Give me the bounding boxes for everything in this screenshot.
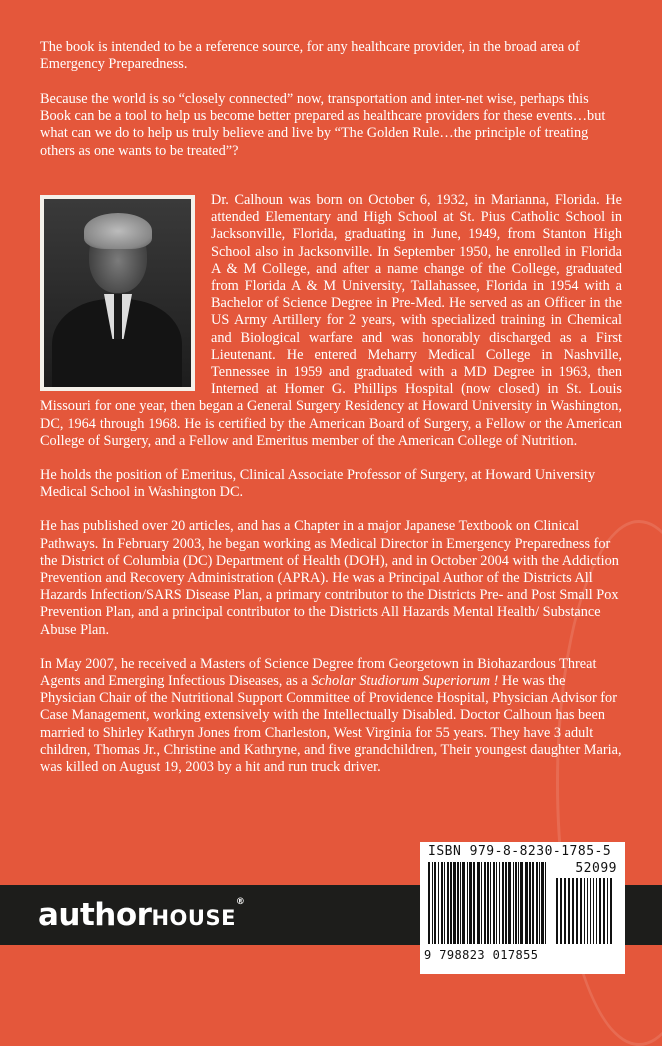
author-bio	[40, 192, 622, 776]
barcode-number: 9 798823 017855	[424, 948, 539, 962]
author-portrait	[44, 199, 191, 387]
latin-honor: Scholar Studiorum Superiorum !	[311, 673, 499, 690]
publisher-logo: authorHOUSE®	[38, 897, 245, 933]
bio-paragraph-1: Dr. Calhoun was born on October 6, 1932, in Marianna, Florida. He attended Elementary and High School at St. Pius Catholic School in Jacksonville, Florida, graduating in June, 1949, from Stanton High School also in Jacksonville. In September 1950, he enrolled in Florida A & M College, and after a name change of the College, graduated from Florida A & M University, Tallahassee, Florida in 1954 with a Bachelor of Science Degree in Pre-Med. He served as an Officer in the US Army Artillery for 2 years, with specialized training in Chemical and Biological warfare and was honorably discharged as a First Lieutenant. He entered Meharry Medical College in Nashville, Tennessee in 1959 and graduated with a MD Degree in 1963, then Interned at Homer G. Phillips Hospital (now closed) in St. Louis Missouri for one year, then began a General Surgery Residency at Howard University in Washington, DC, 1964 through 1968. He is certified by the American Board of Surgery, a Fellow or the American College of Surgery, and a Fellow and Emeritus member of the American College of Nutrition.	[40, 192, 622, 449]
intro-paragraph-1	[40, 39, 622, 73]
bio-paragraph-2: He holds the position of Emeritus, Clinical Associate Professor of Surgery, at Howard University Medical School in Washington DC.	[40, 467, 596, 501]
isbn-barcode	[420, 842, 625, 974]
author-photo	[40, 195, 195, 391]
bio-paragraph-3: He has published over 20 articles, and has a Chapter in a major Japanese Textbook on Clinical Pathways. In February 2003, he began working as Medical Director in Emergency Preparedness for the District of Columbia (DC) Department of Health (DOH), and in October 2004 with the Addiction Prevention and Recovery Administration (APRA). He was a Principal Author of the Districts All Hazards Infection/SARS Disease Plan, a primary contributor to the Districts Pre- and Post Small Pox Prevention Plan, and a principal contributor to the Districts All Hazards Mental Health/ Substance Abuse Plan.	[40, 518, 619, 638]
price-code: 52099	[575, 861, 617, 876]
bio-paragraph-4: In May 2007, he received a Masters of Science Degree from Georgetown in Biohazardous Threat Agents and Emerging Infectious Diseases, as a Scholar Studiorum Superiorum ! He was the Physician Chair of the Nutritional Support Committee of Providence Hospital, Physician Advisor for Case Management, working extensively with the Intellectually Disabled. Doctor Calhoun has been married to Shirley Kathryn Jones from Charleston, West Virginia for 55 years. They have 3 adult children, Thomas Jr., Christine and Kathryne, and five grandchildren, Their youngest daughter Maria, was killed on August 19, 2003 by a hit and run truck driver.	[40, 655, 622, 776]
barcode-bars	[428, 862, 614, 944]
intro-text-2: Because the world is so “closely connected” now, transportation and inter-net wise, perhaps this Book can be a tool to help us become better prepared as healthcare providers for these events…but what can we do to help us truly believe and live by “The Golden Rule…the principle of treating others as one wants to be treated”?	[40, 91, 606, 159]
isbn-label: ISBN 979-8-8230-1785-5	[428, 844, 612, 859]
intro-paragraph-2	[40, 91, 622, 160]
intro-text-1: The book is intended to be a reference source, for any healthcare provider, in the broad area of Emergency Preparedness.	[40, 39, 580, 73]
